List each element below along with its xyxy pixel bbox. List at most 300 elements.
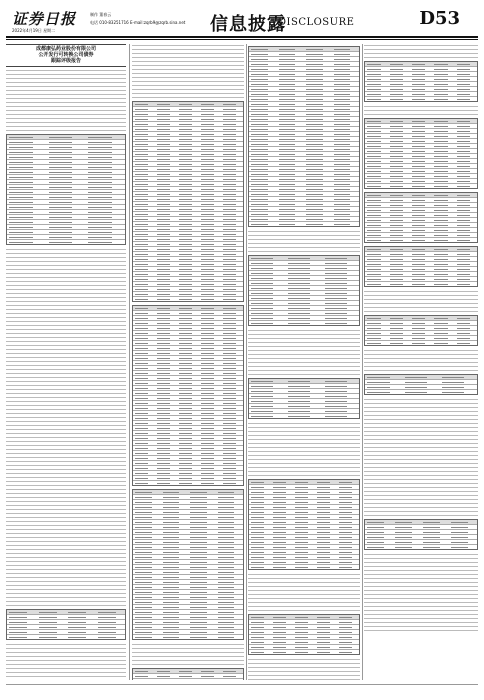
text-line (248, 329, 360, 332)
text-line (132, 72, 244, 75)
text-line (6, 643, 126, 646)
text-line (364, 361, 478, 364)
data-table (248, 255, 360, 326)
article-header (6, 44, 126, 67)
text-line (6, 412, 126, 415)
text-line (6, 69, 126, 72)
text-line (364, 422, 478, 425)
text-line (364, 510, 478, 513)
column-2 (132, 44, 244, 680)
text-line (132, 68, 244, 71)
text-line (364, 593, 478, 596)
text-line (364, 609, 478, 612)
text-line (6, 268, 126, 271)
text-line (132, 647, 244, 650)
text-line (6, 564, 126, 567)
text-line (248, 658, 360, 661)
text-line (6, 456, 126, 459)
text-line (364, 565, 478, 568)
text-line (6, 472, 126, 475)
text-line (6, 272, 126, 275)
text-line (6, 308, 126, 311)
text-line (364, 486, 478, 489)
text-line (6, 420, 126, 423)
text-line (364, 553, 478, 556)
text-line (6, 516, 126, 519)
text-line (6, 356, 126, 359)
text-line (6, 256, 126, 259)
text-line (364, 442, 478, 445)
text-line (364, 482, 478, 485)
table-row (133, 635, 243, 639)
data-table (6, 134, 126, 245)
text-line (6, 552, 126, 555)
text-line (364, 414, 478, 417)
text-line (248, 246, 360, 249)
text-line (364, 597, 478, 600)
text-line (248, 589, 360, 592)
text-line (248, 670, 360, 673)
text-line (6, 360, 126, 363)
text-line (6, 125, 126, 128)
text-line (6, 384, 126, 387)
text-line (6, 97, 126, 100)
text-line (364, 434, 478, 437)
text-line (6, 432, 126, 435)
text-line (6, 655, 126, 658)
text-line (364, 466, 478, 469)
text-line (364, 605, 478, 608)
text-line (248, 474, 360, 477)
editor-credit: 制作 董春云 (90, 12, 112, 17)
text-line (6, 332, 126, 335)
column-1 (6, 44, 126, 680)
text-line (6, 336, 126, 339)
text-line (248, 373, 360, 376)
text-line (6, 568, 126, 571)
data-table (248, 479, 360, 570)
text-line (248, 357, 360, 360)
text-line (6, 540, 126, 543)
text-line (6, 600, 126, 603)
text-line (248, 581, 360, 584)
data-table (248, 614, 360, 655)
text-line (248, 609, 360, 612)
text-line (364, 450, 478, 453)
text-line (364, 625, 478, 628)
text-line (248, 353, 360, 356)
article-headline: 公开发行可转换公司债券 (38, 52, 94, 58)
text-line (6, 667, 126, 670)
text-line (364, 589, 478, 592)
article-headline: 跟踪评级报告 (50, 58, 81, 64)
text-line (248, 430, 360, 433)
text-line (364, 494, 478, 497)
text-line (6, 372, 126, 375)
table-row (249, 414, 359, 418)
data-table (364, 519, 478, 550)
text-line (6, 504, 126, 507)
text-line (6, 280, 126, 283)
article-headline: 成都康弘药业股份有限公司 (35, 46, 96, 52)
table-row (133, 481, 243, 485)
text-line (132, 643, 244, 646)
text-line (364, 353, 478, 356)
text-line (364, 478, 478, 481)
text-line (364, 498, 478, 501)
column-divider (362, 44, 363, 680)
text-line (364, 446, 478, 449)
issue-date: 2022年4月19日 星期二 (12, 28, 56, 33)
text-line (364, 617, 478, 620)
text-line (6, 488, 126, 491)
text-line (364, 613, 478, 616)
text-line (6, 121, 126, 124)
text-line (6, 316, 126, 319)
text-line (132, 76, 244, 79)
text-line (364, 302, 478, 305)
text-line (364, 621, 478, 624)
text-line (248, 454, 360, 457)
body-text-block (248, 46, 360, 680)
table-row (365, 545, 477, 549)
text-line (364, 629, 478, 632)
body-text-block (364, 44, 478, 632)
text-line (132, 80, 244, 83)
text-line (6, 436, 126, 439)
data-table (364, 192, 478, 243)
text-line (132, 88, 244, 91)
text-line (6, 248, 126, 251)
text-line (6, 584, 126, 587)
data-table (364, 246, 478, 287)
data-table (132, 668, 244, 680)
text-line (6, 651, 126, 654)
text-line (6, 592, 126, 595)
table-row (7, 635, 125, 639)
table-row (365, 97, 477, 101)
text-line (248, 438, 360, 441)
data-table (364, 374, 478, 395)
text-line (6, 588, 126, 591)
text-line (364, 52, 478, 55)
text-line (364, 454, 478, 457)
text-line (364, 406, 478, 409)
text-line (6, 264, 126, 267)
text-line (364, 44, 478, 47)
text-line (6, 452, 126, 455)
text-line (6, 448, 126, 451)
text-line (6, 476, 126, 479)
text-line (364, 462, 478, 465)
text-line (364, 56, 478, 59)
text-line (132, 48, 244, 51)
text-line (364, 573, 478, 576)
text-line (248, 369, 360, 372)
text-line (6, 117, 126, 120)
text-line (6, 89, 126, 92)
text-line (248, 365, 360, 368)
text-line (6, 276, 126, 279)
text-line (6, 671, 126, 674)
data-table (132, 101, 244, 302)
masthead-rule (6, 36, 478, 38)
table-row (365, 184, 477, 188)
text-line (364, 402, 478, 405)
text-line (132, 651, 244, 654)
text-line (364, 474, 478, 477)
text-line (6, 312, 126, 315)
text-line (364, 506, 478, 509)
text-line (248, 678, 360, 680)
text-line (132, 663, 244, 666)
text-line (6, 388, 126, 391)
table-row (365, 390, 477, 394)
text-line (132, 84, 244, 87)
text-line (248, 470, 360, 473)
text-line (6, 392, 126, 395)
text-line (6, 113, 126, 116)
text-line (6, 532, 126, 535)
text-line (248, 450, 360, 453)
text-line (132, 64, 244, 67)
text-line (6, 679, 126, 680)
text-line (6, 492, 126, 495)
text-line (248, 662, 360, 665)
text-line (248, 442, 360, 445)
text-line (248, 434, 360, 437)
masthead-rule-thin (6, 39, 478, 40)
text-line (6, 324, 126, 327)
text-line (6, 260, 126, 263)
text-line (364, 410, 478, 413)
footer-rule (6, 684, 478, 685)
text-line (248, 605, 360, 608)
text-line (364, 438, 478, 441)
text-line (248, 250, 360, 253)
text-line (364, 105, 478, 108)
text-line (6, 396, 126, 399)
text-line (6, 364, 126, 367)
table-row (365, 341, 477, 345)
text-line (364, 109, 478, 112)
text-line (6, 536, 126, 539)
text-line (364, 577, 478, 580)
text-line (364, 290, 478, 293)
text-line (6, 416, 126, 419)
text-line (6, 520, 126, 523)
text-line (6, 376, 126, 379)
text-line (6, 548, 126, 551)
table-row (7, 240, 125, 244)
text-line (6, 85, 126, 88)
text-line (6, 508, 126, 511)
text-line (6, 404, 126, 407)
text-line (6, 81, 126, 84)
text-line (6, 77, 126, 80)
table-row (249, 321, 359, 325)
text-line (364, 581, 478, 584)
text-line (6, 496, 126, 499)
text-line (132, 56, 244, 59)
text-line (6, 604, 126, 607)
text-line (248, 597, 360, 600)
text-line (248, 349, 360, 352)
text-line (364, 557, 478, 560)
text-line (248, 422, 360, 425)
text-line (248, 666, 360, 669)
text-line (6, 304, 126, 307)
text-line (132, 96, 244, 99)
table-row (249, 222, 359, 226)
text-line (6, 659, 126, 662)
section-title: 信息披露 (210, 14, 286, 35)
text-line (6, 647, 126, 650)
text-line (364, 398, 478, 401)
text-line (6, 524, 126, 527)
data-table (6, 609, 126, 640)
text-line (248, 466, 360, 469)
text-line (364, 418, 478, 421)
text-line (6, 484, 126, 487)
data-table (132, 305, 244, 486)
text-line (364, 294, 478, 297)
masthead (6, 4, 478, 38)
text-line (6, 400, 126, 403)
text-line (248, 585, 360, 588)
text-line (248, 577, 360, 580)
text-line (6, 528, 126, 531)
text-line (364, 349, 478, 352)
table-row (365, 238, 477, 242)
text-line (364, 310, 478, 313)
text-line (6, 252, 126, 255)
column-divider (129, 44, 130, 680)
text-line (6, 424, 126, 427)
text-line (6, 500, 126, 503)
text-line (364, 458, 478, 461)
text-line (132, 52, 244, 55)
text-line (6, 544, 126, 547)
text-line (6, 73, 126, 76)
column-divider (246, 44, 247, 680)
text-line (6, 105, 126, 108)
text-line (364, 569, 478, 572)
text-line (6, 292, 126, 295)
text-line (364, 585, 478, 588)
text-line (6, 284, 126, 287)
text-line (248, 361, 360, 364)
text-line (6, 560, 126, 563)
text-line (6, 109, 126, 112)
text-line (248, 462, 360, 465)
table-row (133, 679, 243, 680)
text-line (248, 426, 360, 429)
body-text-block (132, 44, 244, 680)
text-line (364, 426, 478, 429)
text-line (132, 655, 244, 658)
text-line (132, 60, 244, 63)
text-line (248, 446, 360, 449)
data-table (132, 489, 244, 640)
text-line (6, 440, 126, 443)
data-table (364, 118, 478, 189)
text-line (248, 234, 360, 237)
text-line (248, 242, 360, 245)
text-line (6, 596, 126, 599)
text-line (6, 468, 126, 471)
text-line (6, 340, 126, 343)
text-line (248, 458, 360, 461)
text-line (6, 663, 126, 666)
data-table (248, 378, 360, 419)
data-table (248, 46, 360, 227)
text-line (248, 573, 360, 576)
text-line (248, 341, 360, 344)
text-line (6, 296, 126, 299)
text-line (6, 328, 126, 331)
text-line (248, 593, 360, 596)
table-row (365, 282, 477, 286)
text-line (364, 357, 478, 360)
text-line (364, 470, 478, 473)
text-line (248, 337, 360, 340)
text-line (6, 572, 126, 575)
text-line (364, 430, 478, 433)
newspaper-logo: 证券日报 (12, 10, 77, 28)
text-line (6, 380, 126, 383)
column-4 (364, 44, 478, 680)
text-line (6, 408, 126, 411)
text-line (6, 460, 126, 463)
table-row (133, 297, 243, 301)
text-line (6, 288, 126, 291)
text-line (248, 333, 360, 336)
text-line (364, 601, 478, 604)
text-line (364, 369, 478, 372)
text-line (248, 230, 360, 233)
contact-line: 电话 010-83251716 E-mail:zqrb9@zqrb.sina.net (90, 20, 186, 25)
body-text-block (6, 69, 126, 680)
text-line (364, 306, 478, 309)
text-line (6, 344, 126, 347)
text-line (132, 92, 244, 95)
text-line (6, 444, 126, 447)
text-line (364, 561, 478, 564)
column-3 (248, 44, 360, 680)
text-line (6, 464, 126, 467)
text-line (6, 348, 126, 351)
text-line (6, 352, 126, 355)
text-line (364, 48, 478, 51)
text-line (364, 365, 478, 368)
text-line (364, 490, 478, 493)
page-number: D53 (419, 8, 460, 29)
table-row (249, 565, 359, 569)
text-line (248, 674, 360, 677)
text-line (6, 101, 126, 104)
text-line (364, 502, 478, 505)
data-table (364, 61, 478, 102)
text-line (132, 659, 244, 662)
text-line (248, 601, 360, 604)
text-line (6, 675, 126, 678)
text-line (6, 93, 126, 96)
text-line (6, 320, 126, 323)
text-line (6, 428, 126, 431)
text-line (6, 576, 126, 579)
data-table (364, 315, 478, 346)
